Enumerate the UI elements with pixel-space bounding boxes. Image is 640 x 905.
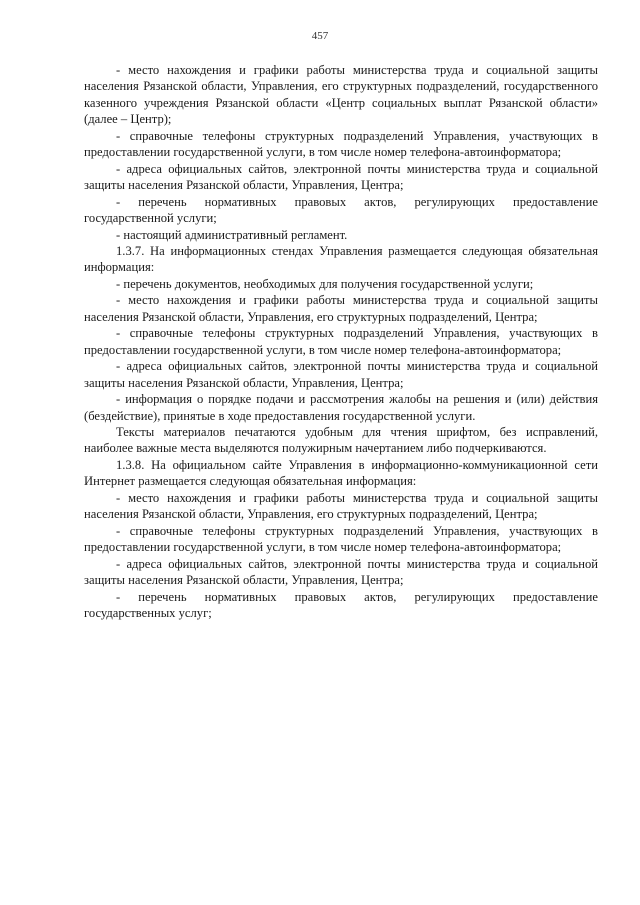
paragraph-14: - место нахождения и графики работы министерства труда и социальной защиты населения Рязанской области, Управления, его структурных подразделений, Центра; — [84, 490, 598, 522]
paragraph-2: - справочные телефоны структурных подразделений Управления, участвующих в предоставлении государственной услуги, в том числе номер телефона-автоинформатора; — [84, 128, 598, 160]
paragraph-4: - перечень нормативных правовых актов, регулирующих предоставление государственной услуги; — [84, 194, 598, 226]
paragraph-7: - перечень документов, необходимых для получения государственной услуги; — [116, 276, 534, 291]
paragraph-5: - настоящий административный регламент. — [116, 227, 348, 242]
paragraph-15: - справочные телефоны структурных подразделений Управления, участвующих в предоставлении государственной услуги, в том числе номер телефона-автоинформатора; — [84, 523, 598, 555]
section-1-3-8: 1.3.8. На официальном сайте Управления в информационно-коммуникационной сети Интернет размещается следующая обязательная информация: — [84, 457, 598, 489]
paragraph-8: - место нахождения и графики работы министерства труда и социальной защиты населения Рязанской области, Управления, его структурных подразделений, Центра; — [84, 293, 598, 324]
document-body — [84, 62, 598, 621]
section-1-3-7: 1.3.7. На информационных стендах Управления размещается следующая обязательная информация: — [84, 243, 598, 275]
paragraph-16: - адреса официальных сайтов, электронной почты министерства труда и социальной защиты населения Рязанской области, Управления, Центра; — [84, 556, 598, 588]
paragraph-1: - место нахождения и графики работы министерства труда и социальной защиты населения Рязанской области, Управления, его структурных подразделений, государственного казенного учреждения Рязанской области «Центр социальных выплат Рязанской области» (далее – Центр); — [84, 63, 598, 127]
paragraph-10: - адреса официальных сайтов, электронной почты министерства труда и социальной защиты населения Рязанской области, Управления, Центра; — [84, 359, 598, 390]
page-number: 457 — [311, 30, 329, 42]
paragraph-12: Тексты материалов печатаются удобным для чтения шрифтом, без исправлений, наиболее важные места выделяются полужирным начертанием либо подчеркиваются. — [84, 424, 598, 456]
paragraph-17: - перечень нормативных правовых актов, регулирующих предоставление государственных услуг; — [84, 589, 598, 620]
paragraph-3: - адреса официальных сайтов, электронной почты министерства труда и социальной защиты населения Рязанской области, Управления, Центра; — [84, 161, 598, 193]
paragraph-11: - информация о порядке подачи и рассмотрения жалобы на решения и (или) действия (бездействие), принятые в ходе предоставления государственной услуги. — [84, 392, 598, 423]
paragraph-9: - справочные телефоны структурных подразделений Управления, участвующих в предоставлении государственной услуги, в том числе номер телефона-автоинформатора; — [84, 326, 598, 357]
